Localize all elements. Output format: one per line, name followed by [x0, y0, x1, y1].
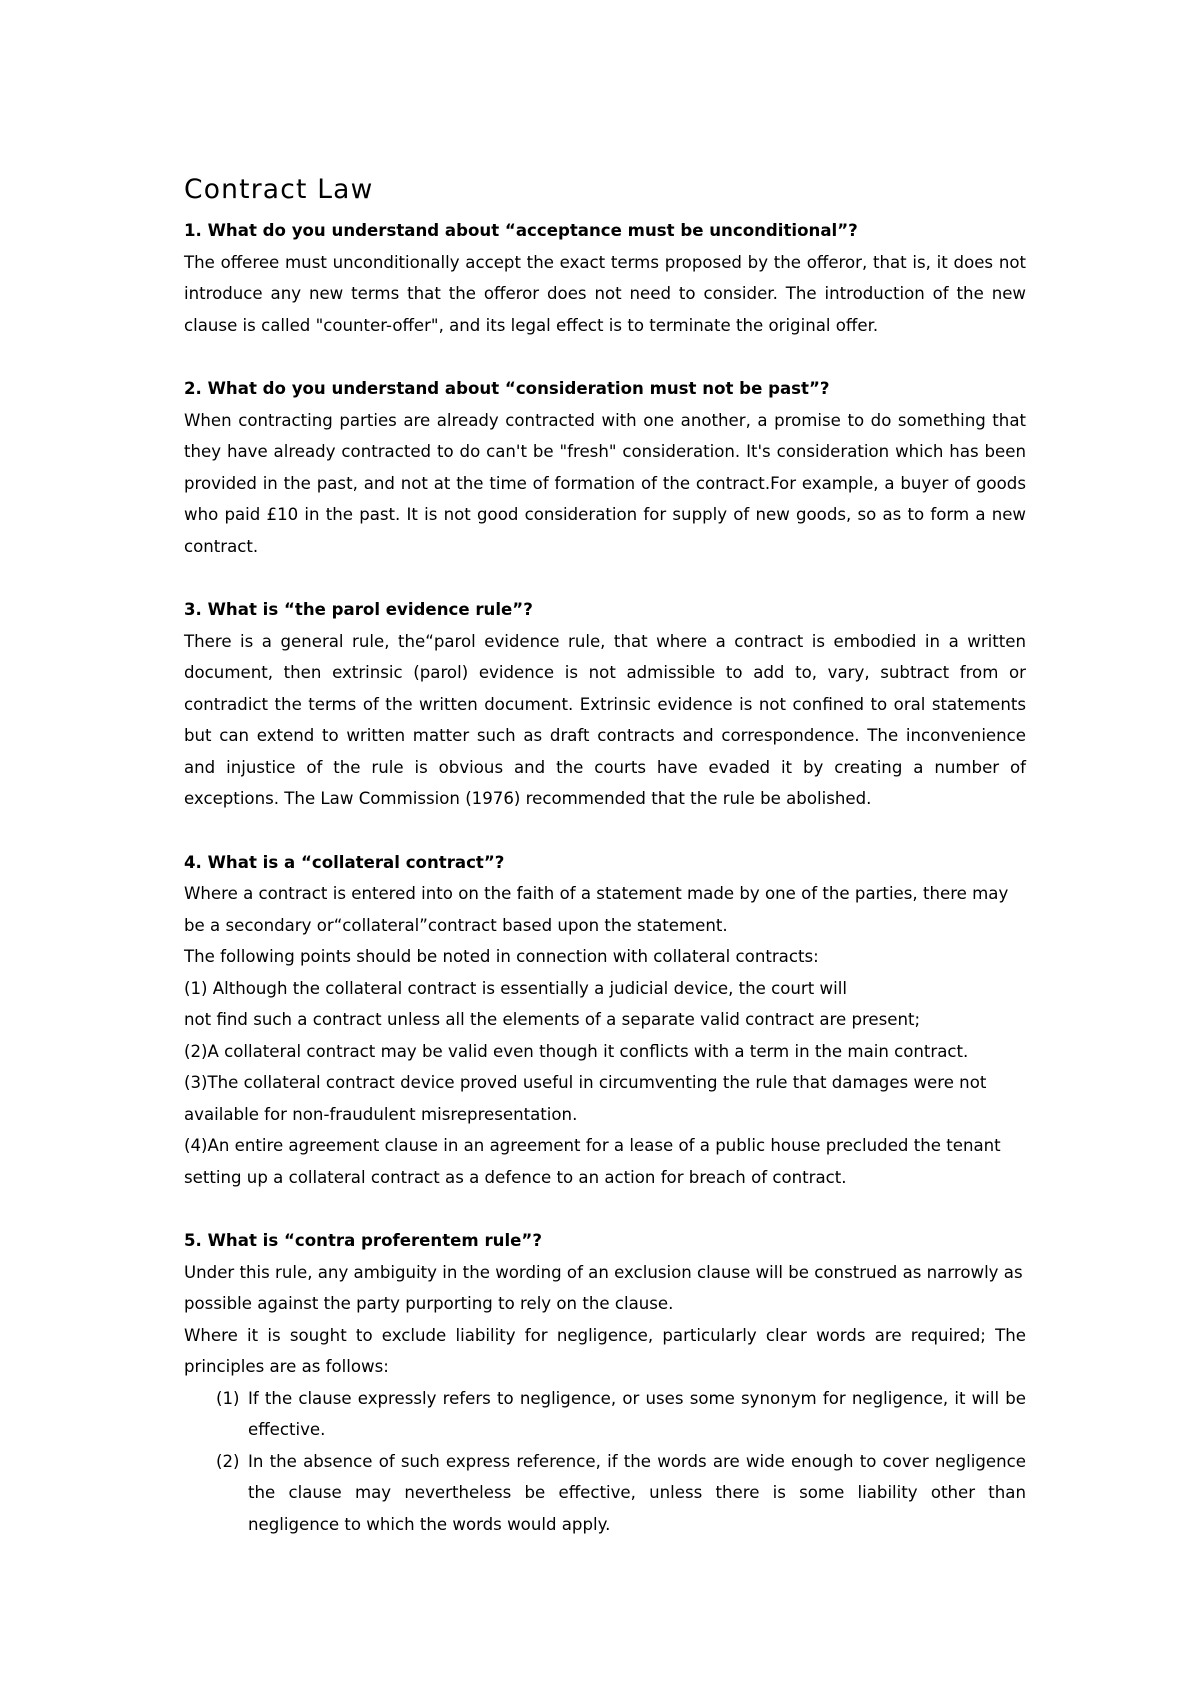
- list-number: (2): [216, 1451, 240, 1471]
- question-heading: 3. What is “the parol evidence rule”?: [184, 600, 533, 619]
- section-4: [184, 847, 1026, 1194]
- answer-paragraph: There is a general rule, the“parol evidence rule, that where a contract is embodied in a written document, then extrinsic (parol) evidence is not admissible to add to, vary, subtract from or contradict the terms of the written document. Extrinsic evidence is not confined to oral statements but can extend to written matter such as draft contracts and correspondence. The inconvenience and injustice of the rule is obvious and the courts have evaded it by creating a number of exceptions. The Law Commission (1976) recommended that the rule be abolished.: [184, 631, 1026, 808]
- list-text: If the clause expressly refers to negligence, or uses some synonym for negligence, it will be effective.: [248, 1388, 1026, 1439]
- document-page: [184, 172, 1026, 1572]
- question-heading: 4. What is a “collateral contract”?: [184, 852, 505, 872]
- answer-paragraph: Where a contract is entered into on the faith of a statement made by one of the parties, there may be a secondary or“collateral”contract based upon the statement.: [184, 884, 1009, 935]
- answer-paragraph: Under this rule, any ambiguity in the wording of an exclusion clause will be construed as narrowly as possible against the party purporting to rely on the clause.: [184, 1262, 1023, 1313]
- list-item: [184, 1383, 1026, 1446]
- document-title: Contract Law: [184, 174, 374, 205]
- question-heading: 1. What do you understand about “acceptance must be unconditional”?: [184, 221, 858, 240]
- list-text: In the absence of such express reference, if the words are wide enough to cover negligence the clause may nevertheless be effective, unless there is some liability other than negligence to which the words would apply.: [248, 1451, 1026, 1534]
- answer-paragraph: The offeree must unconditionally accept the exact terms proposed by the offeror, that is, it does not introduce any new terms that the offeror does not need to consider. The introduction of the new clause is called "counter-offer", and its legal effect is to terminate the original offer.: [184, 252, 1026, 335]
- section-1: [184, 215, 1026, 341]
- section-2: [184, 373, 1026, 562]
- section-5: [184, 1225, 1026, 1540]
- answer-paragraph: (2)A collateral contract may be valid even though it conflicts with a term in the main contract.: [184, 1041, 969, 1061]
- list-item: [184, 1446, 1026, 1541]
- question-heading: 5. What is “contra proferentem rule”?: [184, 1231, 542, 1250]
- list-number: (1): [216, 1388, 240, 1408]
- answer-paragraph: (1) Although the collateral contract is essentially a judicial device, the court will: [184, 978, 847, 998]
- answer-paragraph: not find such a contract unless all the elements of a separate valid contract are present;: [184, 1010, 921, 1029]
- question-heading: 2. What do you understand about “consideration must not be past”?: [184, 379, 830, 398]
- answer-paragraph: Where it is sought to exclude liability for negligence, particularly clear words are required; The principles are as follows:: [184, 1325, 1026, 1376]
- answer-paragraph: When contracting parties are already contracted with one another, a promise to do something that they have already contracted to do can't be "fresh" consideration. It's consideration which has been provided in the past, and not at the time of formation of the contract.For example, a buyer of goods who paid £10 in the past. It is not good consideration for supply of new goods, so as to form a new contract.: [184, 410, 1026, 556]
- answer-paragraph: The following points should be noted in connection with collateral contracts:: [184, 947, 819, 966]
- section-3: [184, 594, 1026, 815]
- answer-paragraph: (4)An entire agreement clause in an agreement for a lease of a public house precluded the tenant setting up a collateral contract as a defence to an action for breach of contract.: [184, 1136, 1001, 1187]
- answer-paragraph: (3)The collateral contract device proved useful in circumventing the rule that damages were not available for non-fraudulent misrepresentation.: [184, 1073, 987, 1124]
